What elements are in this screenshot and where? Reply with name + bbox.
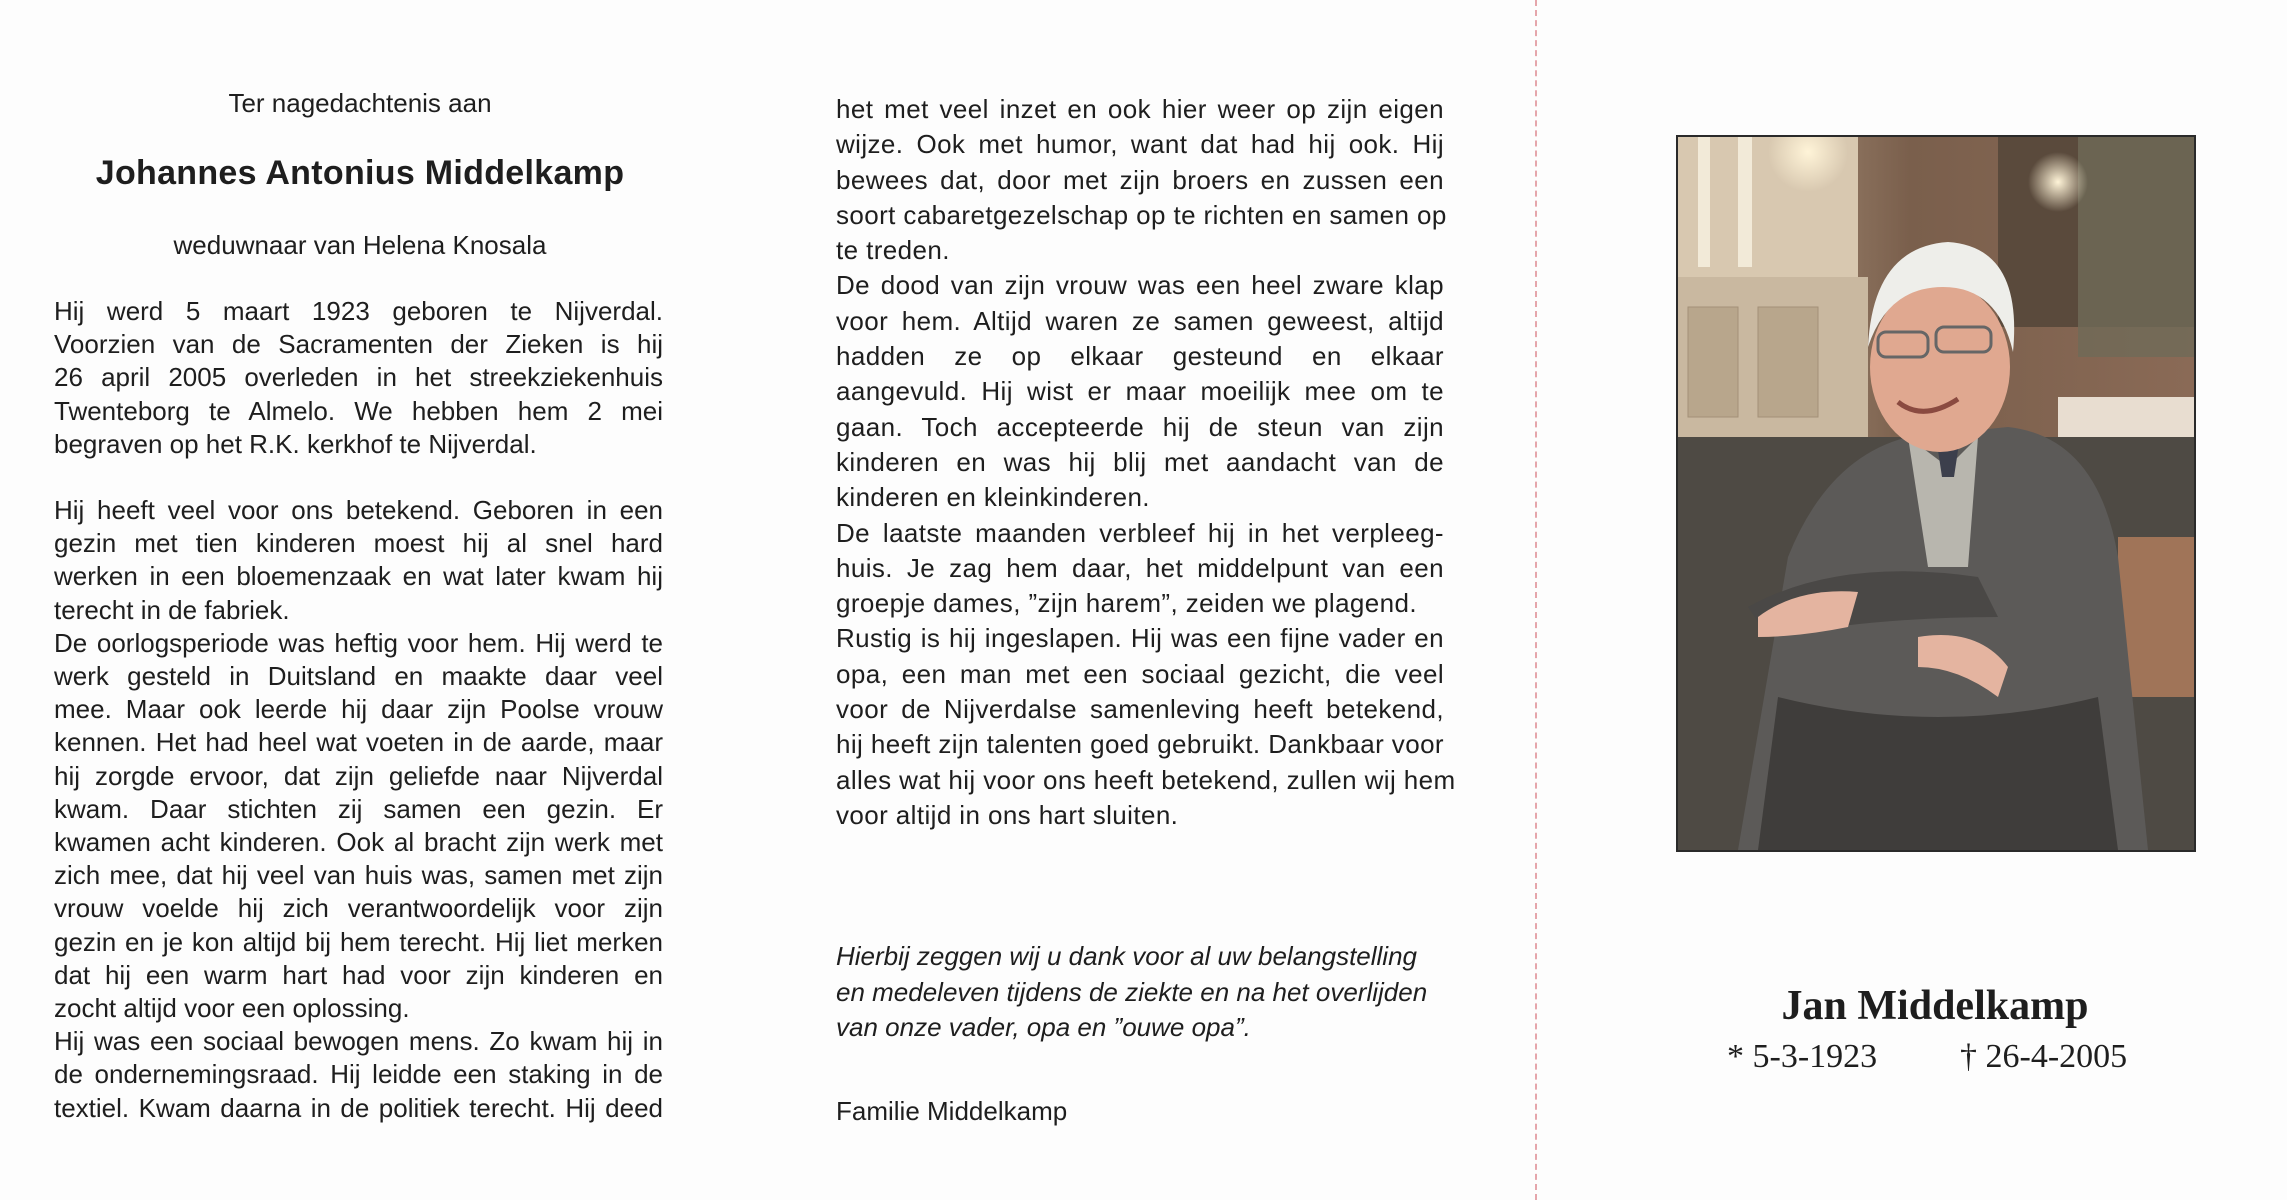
text-line: textiel. Kwam daarna in de politiek terecht. Hij deed — [54, 1092, 663, 1123]
paragraph — [836, 92, 1447, 268]
text-line: Hij was een sociaal bewogen mens. Zo kwam hij in — [54, 1026, 663, 1057]
text-line: zich mee, dat hij veel van huis was, samen met zijn — [54, 860, 663, 891]
text-line: voor hem. Altijd waren ze samen geweest, altijd — [836, 305, 1444, 336]
text-line: groepje dames, ”zijn harem”, zeiden we plagend. — [836, 588, 1417, 619]
text-line: hij heeft zijn talenten goed gebruikt. Dankbaar voor — [836, 729, 1444, 760]
text-line: voor altijd in ons hart sluiten. — [836, 799, 1179, 830]
thanks-line: en medeleven tijdens de ziekte en na het overlijden — [836, 976, 1428, 1007]
thanks-message — [836, 939, 1456, 1046]
text-line: alles wat hij voor ons heeft betekend, zullen wij hem — [836, 764, 1456, 795]
text-line: kinderen en kleinkinderen. — [836, 482, 1150, 513]
text-line: 26 april 2005 overleden in het streekziekenhuis — [54, 362, 663, 393]
death-date: † 26-4-2005 — [1960, 1038, 2128, 1075]
paragraph — [54, 494, 663, 627]
family-signature: Familie Middelkamp — [836, 1096, 1068, 1126]
text-line: vrouw voelde hij zich verantwoordelijk voor zijn — [54, 893, 663, 924]
text-line: wijze. Ook met humor, want dat had hij ook. Hij — [836, 129, 1444, 160]
paragraph — [836, 268, 1444, 515]
text-line: Voorzien van de Sacramenten der Zieken is hij — [54, 329, 663, 360]
text-line: begraven op het R.K. kerkhof te Nijverdal. — [54, 428, 537, 459]
text-line: opa, een man met een sociaal gezicht, die veel — [836, 658, 1444, 689]
text-line: kwam. Daar stichten zij samen een gezin. Er — [54, 793, 663, 824]
birth-date: * 5-3-1923 — [1727, 1038, 1878, 1075]
thanks-line: van onze vader, opa en ”ouwe opa”. — [836, 1012, 1251, 1042]
paragraph — [836, 621, 1456, 833]
text-line: terecht in de fabriek. — [54, 594, 290, 625]
thanks-line: Hierbij zeggen wij u dank voor al uw belangstelling — [836, 941, 1418, 971]
text-line: aangevuld. Hij wist er maar moeilijk mee om te — [836, 376, 1444, 407]
text-line: mee. Maar ook leerde hij daar zijn Poolse vrouw — [54, 694, 663, 725]
text-line: het met veel inzet en ook hier weer op zijn eigen — [836, 94, 1444, 124]
text-line: De oorlogsperiode was heftig voor hem. Hij werd te — [54, 627, 663, 658]
text-line: gaan. Toch accepteerde hij de steun van zijn — [836, 411, 1444, 442]
text-line: De laatste maanden verbleef hij in het verpleeg- — [836, 517, 1444, 548]
text-line: Rustig is hij ingeslapen. Hij was een fijne vader en — [836, 623, 1444, 654]
biography-left-column — [54, 295, 663, 1125]
text-line: zocht altijd voor een oplossing. — [54, 993, 410, 1024]
paragraph — [54, 295, 663, 461]
memorial-name: Jan Middelkamp — [1781, 983, 2089, 1029]
portrait-photo — [1676, 135, 2196, 852]
portrait-image-icon — [1678, 137, 2194, 850]
text-line: kwamen acht kinderen. Ook al bracht zijn werk met — [54, 827, 663, 858]
text-line: werk gesteld in Duitsland en maakte daar veel — [54, 661, 663, 692]
text-line: hij zorgde ervoor, dat zijn geliefde naar Nijverdal — [54, 760, 663, 791]
text-line: hadden ze op elkaar gesteund en elkaar — [836, 341, 1444, 372]
text-line: gezin met tien kinderen moest hij al snel hard — [54, 528, 663, 559]
paragraph — [54, 1025, 663, 1125]
text-line: bewees dat, door met zijn broers en zussen een — [836, 164, 1444, 195]
text-line: huis. Je zag hem daar, het middelpunt van een — [836, 552, 1444, 583]
text-line: De dood van zijn vrouw was een heel zware klap — [836, 270, 1444, 301]
widow-line: weduwnaar van Helena Knosala — [173, 230, 547, 260]
text-line: kinderen en was hij blij met aandacht van de — [836, 446, 1444, 477]
text-line: Hij heeft veel voor ons betekend. Geboren in een — [54, 495, 663, 526]
text-line: te treden. — [836, 235, 950, 266]
text-line: voor de Nijverdalse samenleving heeft betekend, — [836, 694, 1444, 725]
text-line: de ondernemingsraad. Hij leidde een staking in de — [54, 1059, 663, 1090]
deceased-full-name: Johannes Antonius Middelkamp — [95, 154, 625, 192]
text-line: Twenteborg te Almelo. We hebben hem 2 mei — [54, 395, 663, 426]
text-line: kennen. Het had heel wat voeten in de aarde, maar — [54, 727, 663, 758]
text-line: soort cabaretgezelschap op te richten en samen op — [836, 199, 1447, 230]
paragraph — [54, 627, 663, 1025]
biography-middle-column — [836, 92, 1456, 833]
text-line: gezin en je kon altijd bij hem terecht. Hij liet merken — [54, 926, 663, 957]
paragraph — [836, 516, 1444, 622]
text-line: dat hij een warm hart had voor zijn kinderen en — [54, 959, 663, 990]
intro-title: Ter nagedachtenis aan — [228, 88, 492, 118]
text-line: Hij werd 5 maart 1923 geboren te Nijverdal. — [54, 296, 663, 326]
text-line: werken in een bloemenzaak en wat later kwam hij — [54, 561, 663, 592]
fold-line — [1535, 0, 1537, 1200]
